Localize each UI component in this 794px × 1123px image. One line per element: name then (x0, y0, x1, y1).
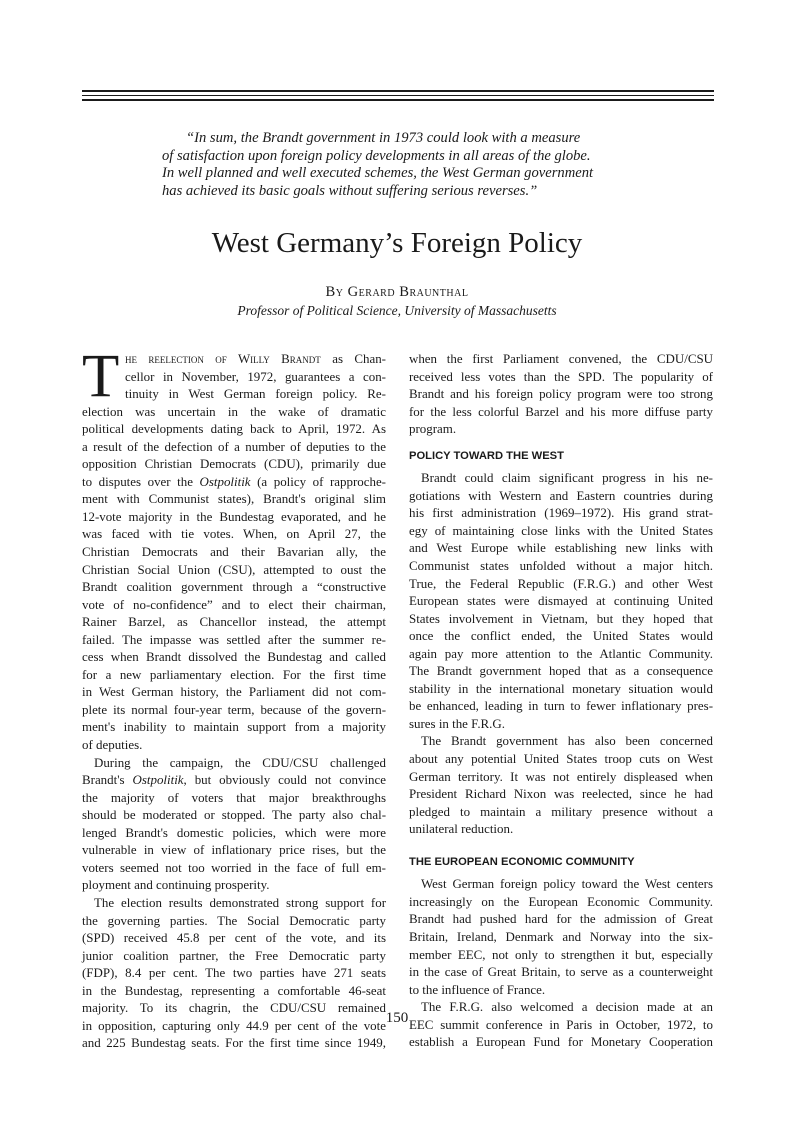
text-line: Britain, Ireland, Denmark and Norway into the six- (409, 928, 713, 944)
text-line: again pay more attention to the Atlantic Community. (409, 645, 713, 661)
text-line: (FDP), 8.4 per cent. The two parties have 271 seats (82, 965, 386, 981)
text-line: in opposition, capturing only 44.9 per cent of the vote (82, 1017, 386, 1033)
text-line: gotiations with Western and Eastern countries during (409, 487, 713, 503)
text-line: ment's inability to maintain support from a majority (82, 719, 386, 735)
text-line: Christian Social Union (CSU), attempted to oust the (82, 561, 386, 577)
epigraph-line: In well planned and well executed schemes, the West German government (162, 165, 594, 181)
text-line: establish a European Fund for Monetary Cooperation (409, 1034, 713, 1050)
text-line: increasingly on the European Economic Community. (409, 893, 713, 909)
text-line: EEC summit conference in Paris in October, 1972, to (409, 1016, 713, 1032)
text-line: in the Bundestag, representing a comfortable 46-seat (82, 982, 386, 998)
text-line: the majority of voters that major breakthroughs (82, 789, 386, 805)
text-line: 12-vote majority in the Bundestag evaporated, and he (82, 508, 386, 524)
top-rule (82, 90, 714, 92)
text-line: Communist states unfolded without a major hitch. (409, 558, 713, 574)
text-line: for the less colorful Barzel and his more diffuse party (409, 403, 713, 419)
text-line: President Richard Nixon was reelected, since he had (409, 786, 713, 802)
text-line: the governing parties. The Social Democratic party (82, 912, 386, 928)
opening-small-caps: he reelection of Willy Brandt (125, 351, 321, 366)
text-line: he reelection of Willy Brandt as Chan- (125, 351, 386, 366)
page-number: 150 (385, 1010, 409, 1026)
text-line: be enhanced, leading in turn to fewer inflationary pres- (409, 698, 713, 714)
text-line: unilateral reduction. (409, 821, 514, 837)
text-line: junior coalition partner, the Free Democratic party (82, 947, 386, 963)
text-line: member EEC, not only to strengthen it but, especially (409, 946, 713, 962)
text-line: German territory. It was not entirely displeased when (409, 768, 713, 784)
author-byline: By Gerard Braunthal (325, 284, 469, 300)
epigraph-line: of satisfaction upon foreign policy developments in all areas of the globe. (162, 147, 591, 164)
text-line: plete its normal four-year term, because of the govern- (82, 701, 386, 717)
text-line: The Brandt government has also been concerned (421, 733, 713, 749)
text-line: During the campaign, the CDU/CSU challenged (94, 754, 386, 770)
drop-cap: T (82, 343, 120, 410)
text-line: Brandt coalition government through a “constructive (82, 579, 386, 595)
text-line: of deputies. (82, 737, 143, 753)
text-line: was faced with tie votes. When, on April 27, the (82, 526, 386, 542)
text-line: program. (409, 421, 457, 437)
text-line: voters seemed not too worried in the face of full em- (82, 859, 386, 875)
text-line: tinuity in West German foreign policy. Re- (125, 386, 386, 402)
text-line: The Brandt government hoped that as a consequence (409, 663, 713, 679)
text-line: Brandt could claim significant progress in his ne- (421, 470, 713, 486)
text-line: sures in the F.R.G. (409, 715, 505, 731)
section-heading: THE EUROPEAN ECONOMIC COMMUNITY (409, 855, 635, 868)
top-rule (82, 99, 714, 101)
text-line: and 225 Bundestag seats. For the first time since 1949, (82, 1035, 386, 1051)
italic-term: Ostpolitik (132, 772, 184, 788)
top-rule (82, 95, 714, 96)
text-line: when the first Parliament convened, the CDU/CSU (409, 351, 713, 366)
right-column (409, 350, 713, 1051)
text-line: received less votes than the SPD. The popularity of (409, 368, 713, 384)
text-line: pledged to maintain a military presence without a (409, 803, 713, 819)
text-line: about any potential United States troop cuts on West (409, 751, 713, 767)
text-line: Rainer Barzel, as Chancellor instead, the attempt (82, 614, 386, 630)
text-line: Brandt and his foreign policy program were too strong (409, 386, 713, 402)
text-line: should be moderated or stopped. The party also chal- (82, 807, 386, 823)
text-line: cellor in November, 1972, guarantees a con- (125, 368, 386, 384)
text-line: vote of no-confidence” and to elect their chairman, (82, 596, 386, 612)
author-affiliation: Professor of Political Science, University of Massachusetts (237, 303, 557, 318)
text-line: in West German history, the Parliament did not com- (82, 684, 386, 700)
text-line: ment with Communist states), Brandt's original slim (82, 491, 386, 507)
text-line: Christian Democrats and their Bavarian ally, the (82, 544, 386, 560)
text-line: The election results demonstrated strong support for (94, 894, 386, 910)
left-column (82, 343, 386, 1052)
text-line: to disputes over the Ostpolitik (a policy of rapproche- (82, 473, 386, 489)
text-line: opposition Christian Democrats (CDU), primarily due (82, 456, 386, 472)
epigraph-line: has achieved its basic goals without suffering serious reverses.” (162, 182, 538, 199)
text-line: to the influence of France. (409, 981, 546, 997)
text-line: (SPD) received 45.8 per cent of the vote, and its (82, 930, 386, 946)
text-line: a result of the defection of a number of deputies to the (82, 438, 386, 454)
text-line: political developments dating back to April, 1972. As (82, 421, 386, 437)
text-line: for a new parliamentary election. For the first time (82, 666, 386, 682)
text-line: and West Europe while establishing new links with (409, 540, 713, 556)
text-line: Brandt had pushed hard for the admission of Great (409, 911, 713, 927)
text-line: election was uncertain in the wake of dramatic (82, 403, 386, 419)
italic-term: Ostpolitik (199, 473, 251, 489)
text-line: once the conflict ended, the United States would (409, 628, 713, 644)
text-line: States involvement in Vietnam, but they hoped that (409, 610, 713, 626)
text-line: egy of maintaining close links with the United States (409, 522, 713, 538)
epigraph-quote (162, 130, 642, 200)
text-line: Brandt's Ostpolitik, but obviously could not convince (82, 772, 386, 788)
text-line: The F.R.G. also welcomed a decision made at an (421, 999, 713, 1015)
text-line: in the case of Great Britain, to serve as a counterweight (409, 964, 713, 980)
text-line: majority. To its chagrin, the CDU/CSU remained (82, 1000, 386, 1016)
text-line: stability in the international monetary situation would (409, 680, 713, 696)
text-line: West German foreign policy toward the West centers (421, 876, 713, 892)
text-line: lenged Brandt's domestic policies, which were more (82, 824, 386, 840)
section-heading: POLICY TOWARD THE WEST (409, 449, 564, 462)
article-title: West Germany’s Foreign Policy (211, 227, 583, 259)
text-line: ployment and continuing prosperity. (82, 877, 270, 893)
epigraph-line: “In sum, the Brandt government in 1973 could look with a measure (186, 130, 581, 146)
text-line: European states were dismayed at continuing United (409, 593, 713, 609)
text-line: cess when Brandt dissolved the Bundestag and called (82, 649, 386, 665)
text-line: vulnerable in view of inflationary price rises, but the (82, 842, 386, 858)
text-line: True, the Federal Republic (F.R.G.) and other West (409, 575, 713, 591)
text-line: failed. The impasse was settled after the summer re- (82, 631, 386, 647)
text-line: his first administration (1969–1972). His grand strat- (409, 505, 713, 521)
